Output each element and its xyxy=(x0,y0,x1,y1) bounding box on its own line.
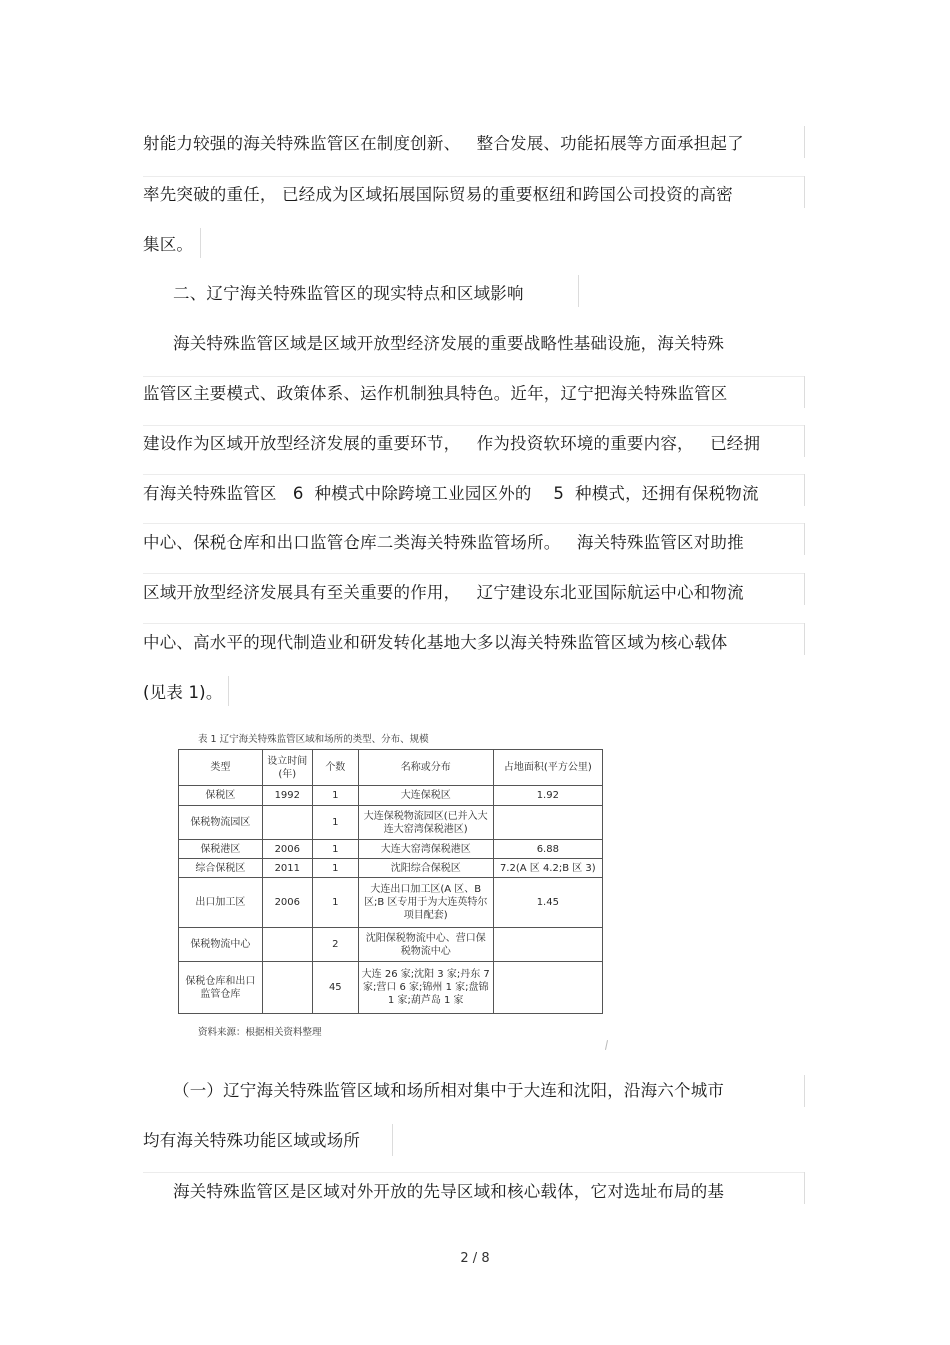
table-row xyxy=(179,786,603,806)
section-heading: 二、辽宁海关特殊监管区的现实特点和区域影响 xyxy=(173,284,524,303)
body-text-line: 海关特殊监管区域是区域开放型经济发展的重要战略性基础设施，海关特殊 xyxy=(173,334,725,353)
margin-rule xyxy=(804,573,805,605)
margin-rule xyxy=(143,425,805,426)
table-cell: 综合保税区 xyxy=(179,859,263,878)
table-cell: 保税港区 xyxy=(179,840,263,859)
table-cell: 大连保税物流园区(已并入大连大窑湾保税港区) xyxy=(358,806,493,840)
table-cell xyxy=(262,806,312,840)
table-cell: 大连出口加工区(A 区、B 区;B 区专用于为大连英特尔项目配套) xyxy=(358,878,493,928)
data-table xyxy=(178,749,603,1014)
table-cell: 1 xyxy=(312,786,358,806)
table-cell: 2 xyxy=(312,928,358,962)
margin-rule xyxy=(804,523,805,555)
table-cell xyxy=(493,806,602,840)
table-cell: 大连保税区 xyxy=(358,786,493,806)
margin-rule xyxy=(392,1124,393,1156)
margin-rule xyxy=(143,176,805,177)
margin-rule xyxy=(804,474,805,506)
table-row xyxy=(179,806,603,840)
table-cell: 6.88 xyxy=(493,840,602,859)
table-cell: 出口加工区 xyxy=(179,878,263,928)
table-row xyxy=(179,962,603,1014)
table-cell xyxy=(493,962,602,1014)
table-cell: 保税物流园区 xyxy=(179,806,263,840)
margin-rule xyxy=(143,623,805,624)
table-cell: 沈阳综合保税区 xyxy=(358,859,493,878)
table-cell: 保税区 xyxy=(179,786,263,806)
table-cell: 大连大窑湾保税港区 xyxy=(358,840,493,859)
margin-rule xyxy=(143,1172,805,1173)
margin-rule xyxy=(143,523,805,524)
table-header-cell: 个数 xyxy=(312,750,358,786)
body-text-line: 建设作为区域开放型经济发展的重要环节， 作为投资软环境的重要内容， 已经拥 xyxy=(143,434,761,453)
margin-rule xyxy=(143,376,805,377)
table-cell: 沈阳保税物流中心、营口保税物流中心 xyxy=(358,928,493,962)
body-text-line: 海关特殊监管区是区域对外开放的先导区域和核心载体，它对选址布局的基 xyxy=(173,1182,725,1201)
body-text-line: 集区。 xyxy=(143,235,194,254)
margin-rule xyxy=(804,425,805,457)
body-text-line: 区域开放型经济发展具有至关重要的作用， 辽宁建设东北亚国际航运中心和物流 xyxy=(143,583,744,602)
table-header-row xyxy=(179,750,603,786)
body-text-line: 率先突破的重任， 已经成为区域拓展国际贸易的重要枢纽和跨国公司投资的高密 xyxy=(143,185,733,204)
margin-rule xyxy=(578,275,579,307)
table-row xyxy=(179,840,603,859)
table-caption: 表 1 辽宁海关特殊监管区域和场所的类型、分布、规模 xyxy=(198,734,429,745)
margin-rule xyxy=(143,573,805,574)
margin-rule xyxy=(804,1172,805,1204)
table-header-cell: 占地面积(平方公里) xyxy=(493,750,602,786)
table-row xyxy=(179,878,603,928)
body-text-line: 中心、保税仓库和出口监管仓库二类海关特殊监管场所。 海关特殊监管区对助推 xyxy=(143,533,744,552)
body-text-line: 监管区主要模式、政策体系、运作机制独具特色。近年，辽宁把海关特殊监管区 xyxy=(143,384,728,403)
table-cell: 保税仓库和出口监管仓库 xyxy=(179,962,263,1014)
margin-rule xyxy=(804,176,805,208)
subsection-heading: 均有海关特殊功能区域或场所 xyxy=(143,1131,361,1150)
table-cell: 2011 xyxy=(262,859,312,878)
table-cell: 2006 xyxy=(262,840,312,859)
table-cell: 大连 26 家;沈阳 3 家;丹东 7 家;营口 6 家;锦州 1 家;盘锦 1 家;葫芦岛 1 家 xyxy=(358,962,493,1014)
margin-rule xyxy=(804,1075,805,1107)
table-cell: 1 xyxy=(312,878,358,928)
body-text-line: 有海关特殊监管区 6 种模式中除跨境工业园区外的 5 种模式，还拥有保税物流 xyxy=(143,484,759,503)
table-source-note: 资料来源：根据相关资料整理 xyxy=(198,1027,322,1038)
table-cell: 7.2(A 区 4.2;B 区 3) xyxy=(493,859,602,878)
margin-rule xyxy=(804,623,805,655)
body-text-line: (见表 1)。 xyxy=(143,683,223,702)
table-header-cell: 类型 xyxy=(179,750,263,786)
table-cell: 1 xyxy=(312,840,358,859)
margin-rule xyxy=(200,228,201,258)
subsection-heading: （一）辽宁海关特殊监管区域和场所相对集中于大连和沈阳，沿海六个城市 xyxy=(173,1081,725,1100)
body-text-line: 射能力较强的海关特殊监管区在制度创新、 整合发展、功能拓展等方面承担起了 xyxy=(143,134,744,153)
body-text-line: 中心、高水平的现代制造业和研发转化基地大多以海关特殊监管区域为核心载体 xyxy=(143,633,728,652)
margin-rule xyxy=(143,474,805,475)
margin-rule xyxy=(804,126,805,158)
table-cell: 1.92 xyxy=(493,786,602,806)
table-cell: 1.45 xyxy=(493,878,602,928)
margin-rule xyxy=(228,676,229,706)
table-row xyxy=(179,928,603,962)
table-header-cell: 设立时间(年) xyxy=(262,750,312,786)
table-cell: 1 xyxy=(312,806,358,840)
table-cell: 45 xyxy=(312,962,358,1014)
table-row xyxy=(179,859,603,878)
table-cell xyxy=(493,928,602,962)
table-cell: 保税物流中心 xyxy=(179,928,263,962)
table-cell xyxy=(262,962,312,1014)
table-header-cell: 名称或分布 xyxy=(358,750,493,786)
table-cell: 1 xyxy=(312,859,358,878)
table-cell: 1992 xyxy=(262,786,312,806)
margin-rule xyxy=(804,376,805,408)
table-cell: 2006 xyxy=(262,878,312,928)
scan-mark xyxy=(605,1040,608,1050)
table-cell xyxy=(262,928,312,962)
page-number: 2 / 8 xyxy=(460,1251,490,1266)
